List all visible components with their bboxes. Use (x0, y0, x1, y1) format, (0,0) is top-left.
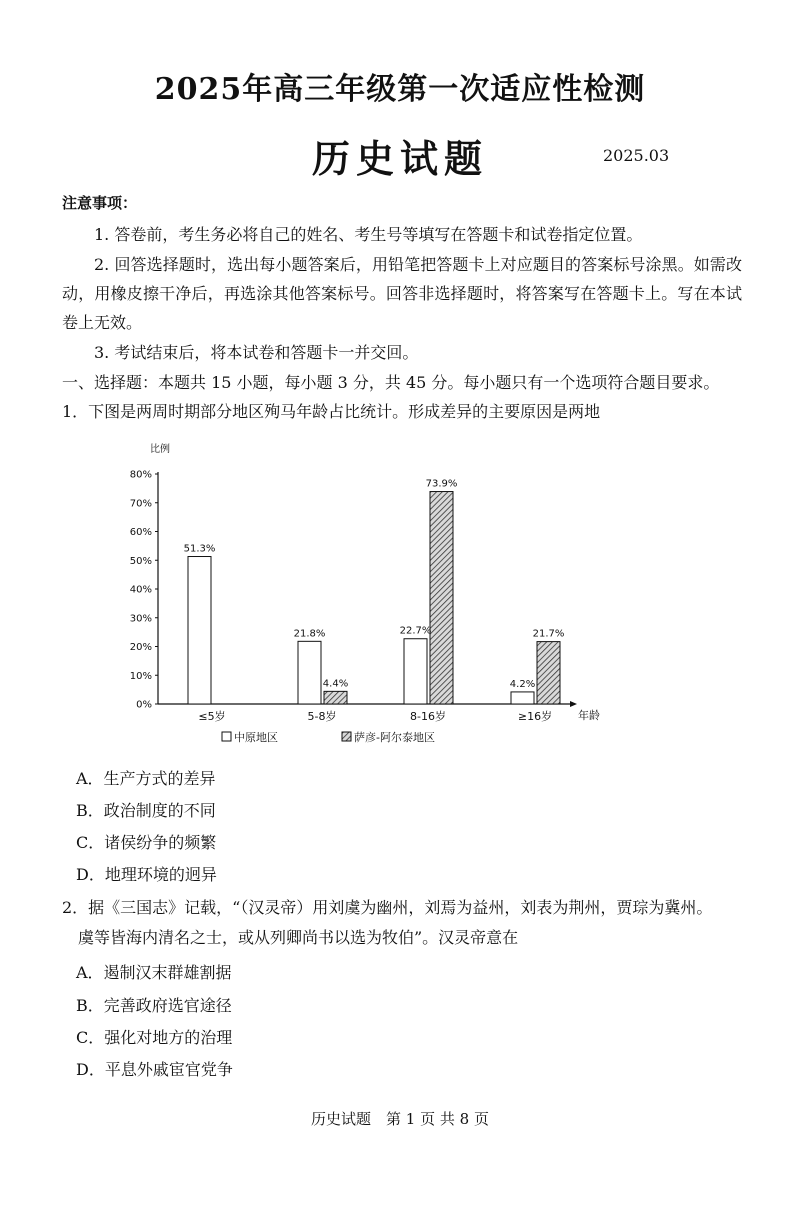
legend-label-sayan-altai: 萨彦-阿尔泰地区 (354, 731, 435, 744)
y-tick-label: 40% (129, 584, 152, 596)
data-label: 51.3% (183, 543, 216, 555)
horse-age-bar-chart (0, 430, 800, 770)
bar-sayan-altai (324, 691, 347, 704)
y-tick-label: 20% (129, 642, 152, 653)
y-tick-label: 50% (129, 555, 152, 567)
data-label: 21.7% (532, 628, 565, 640)
data-label: 4.4% (322, 678, 349, 690)
option-c[interactable]: C．诸侯纷争的频繁 (76, 833, 217, 852)
legend-swatch-sayan-altai (342, 732, 351, 741)
data-label: 22.7% (399, 625, 432, 637)
page-footer: 历史试题 第 1 页 共 8 页 (311, 1110, 489, 1128)
option-a[interactable]: A．遏制汉末群雄割据 (76, 963, 232, 982)
notice-item: 3. 考试结束后，将本试卷和答题卡一并交回。 (94, 343, 419, 362)
option-b[interactable]: B．政治制度的不同 (76, 801, 216, 820)
section-heading: 一、选择题：本题共 15 小题，每小题 3 分，共 45 分。每小题只有一个选项符合题目要求。 (62, 373, 720, 392)
y-axis-title: 比例 (150, 444, 170, 455)
x-tick-label: ≥16岁 (517, 710, 553, 723)
option-a[interactable]: A．生产方式的差异 (76, 769, 216, 788)
notice-heading: 注意事项： (62, 194, 138, 212)
option-d[interactable]: D．平息外戚宦官党争 (76, 1060, 233, 1079)
x-axis-arrow (570, 701, 577, 707)
y-tick-label: 0% (136, 699, 152, 711)
bar-central-plains (298, 641, 321, 704)
notice-item: 2. 回答选择题时，选出每小题答案后，用铅笔把答题卡上对应题目的答案标号涂黑。如需改动，用橡皮擦干净后，再选涂其他答案标号。回答非选择题时，将答案写在答题卡上。写在本试卷上无效。 (62, 255, 742, 332)
bar-central-plains (404, 639, 427, 704)
question-2-line-2: 虞等皆海内清名之士，或从列卿尚书以选为牧伯”。汉灵帝意在 (78, 928, 519, 947)
bar-central-plains (188, 557, 211, 704)
exam-title: 2025年高三年级第一次适应性检测 (154, 72, 646, 107)
option-c[interactable]: C．强化对地方的治理 (76, 1028, 233, 1047)
option-b[interactable]: B．完善政府选官途径 (76, 996, 232, 1015)
question-1-stem: 1．下图是两周时期部分地区殉马年龄占比统计。形成差异的主要原因是两地 (62, 402, 601, 421)
data-label: 4.2% (509, 678, 536, 690)
data-label: 21.8% (293, 628, 326, 640)
question-2-stem (62, 893, 752, 953)
data-label: 73.9% (425, 478, 458, 490)
exam-date: 2025.03 (603, 146, 670, 165)
subject-title: 历史试题 (311, 136, 488, 181)
x-tick-label: 8-16岁 (410, 710, 446, 723)
bar-sayan-altai (430, 492, 453, 704)
legend-swatch-central-plains (222, 732, 231, 741)
bar-sayan-altai (537, 642, 560, 704)
bar-central-plains (511, 692, 534, 704)
x-axis-title: 年龄 (578, 709, 600, 722)
y-tick-label: 70% (129, 498, 152, 510)
y-tick-label: 30% (129, 613, 152, 625)
x-tick-label: 5-8岁 (307, 710, 337, 723)
y-tick-label: 10% (129, 670, 152, 682)
x-tick-label: ≤5岁 (198, 710, 226, 723)
question-2-line-1: 2．据《三国志》记载，“（汉灵帝）用刘虞为幽州，刘焉为益州，刘表为荆州，贾琮为冀州。 (62, 898, 713, 917)
option-d[interactable]: D．地理环境的迥异 (76, 865, 217, 884)
y-tick-label: 80% (129, 469, 152, 481)
notice-item: 1. 答卷前，考生务必将自己的姓名、考生号等填写在答题卡和试卷指定位置。 (94, 225, 643, 244)
legend-label-central-plains: 中原地区 (234, 731, 278, 744)
y-tick-label: 60% (129, 527, 152, 538)
